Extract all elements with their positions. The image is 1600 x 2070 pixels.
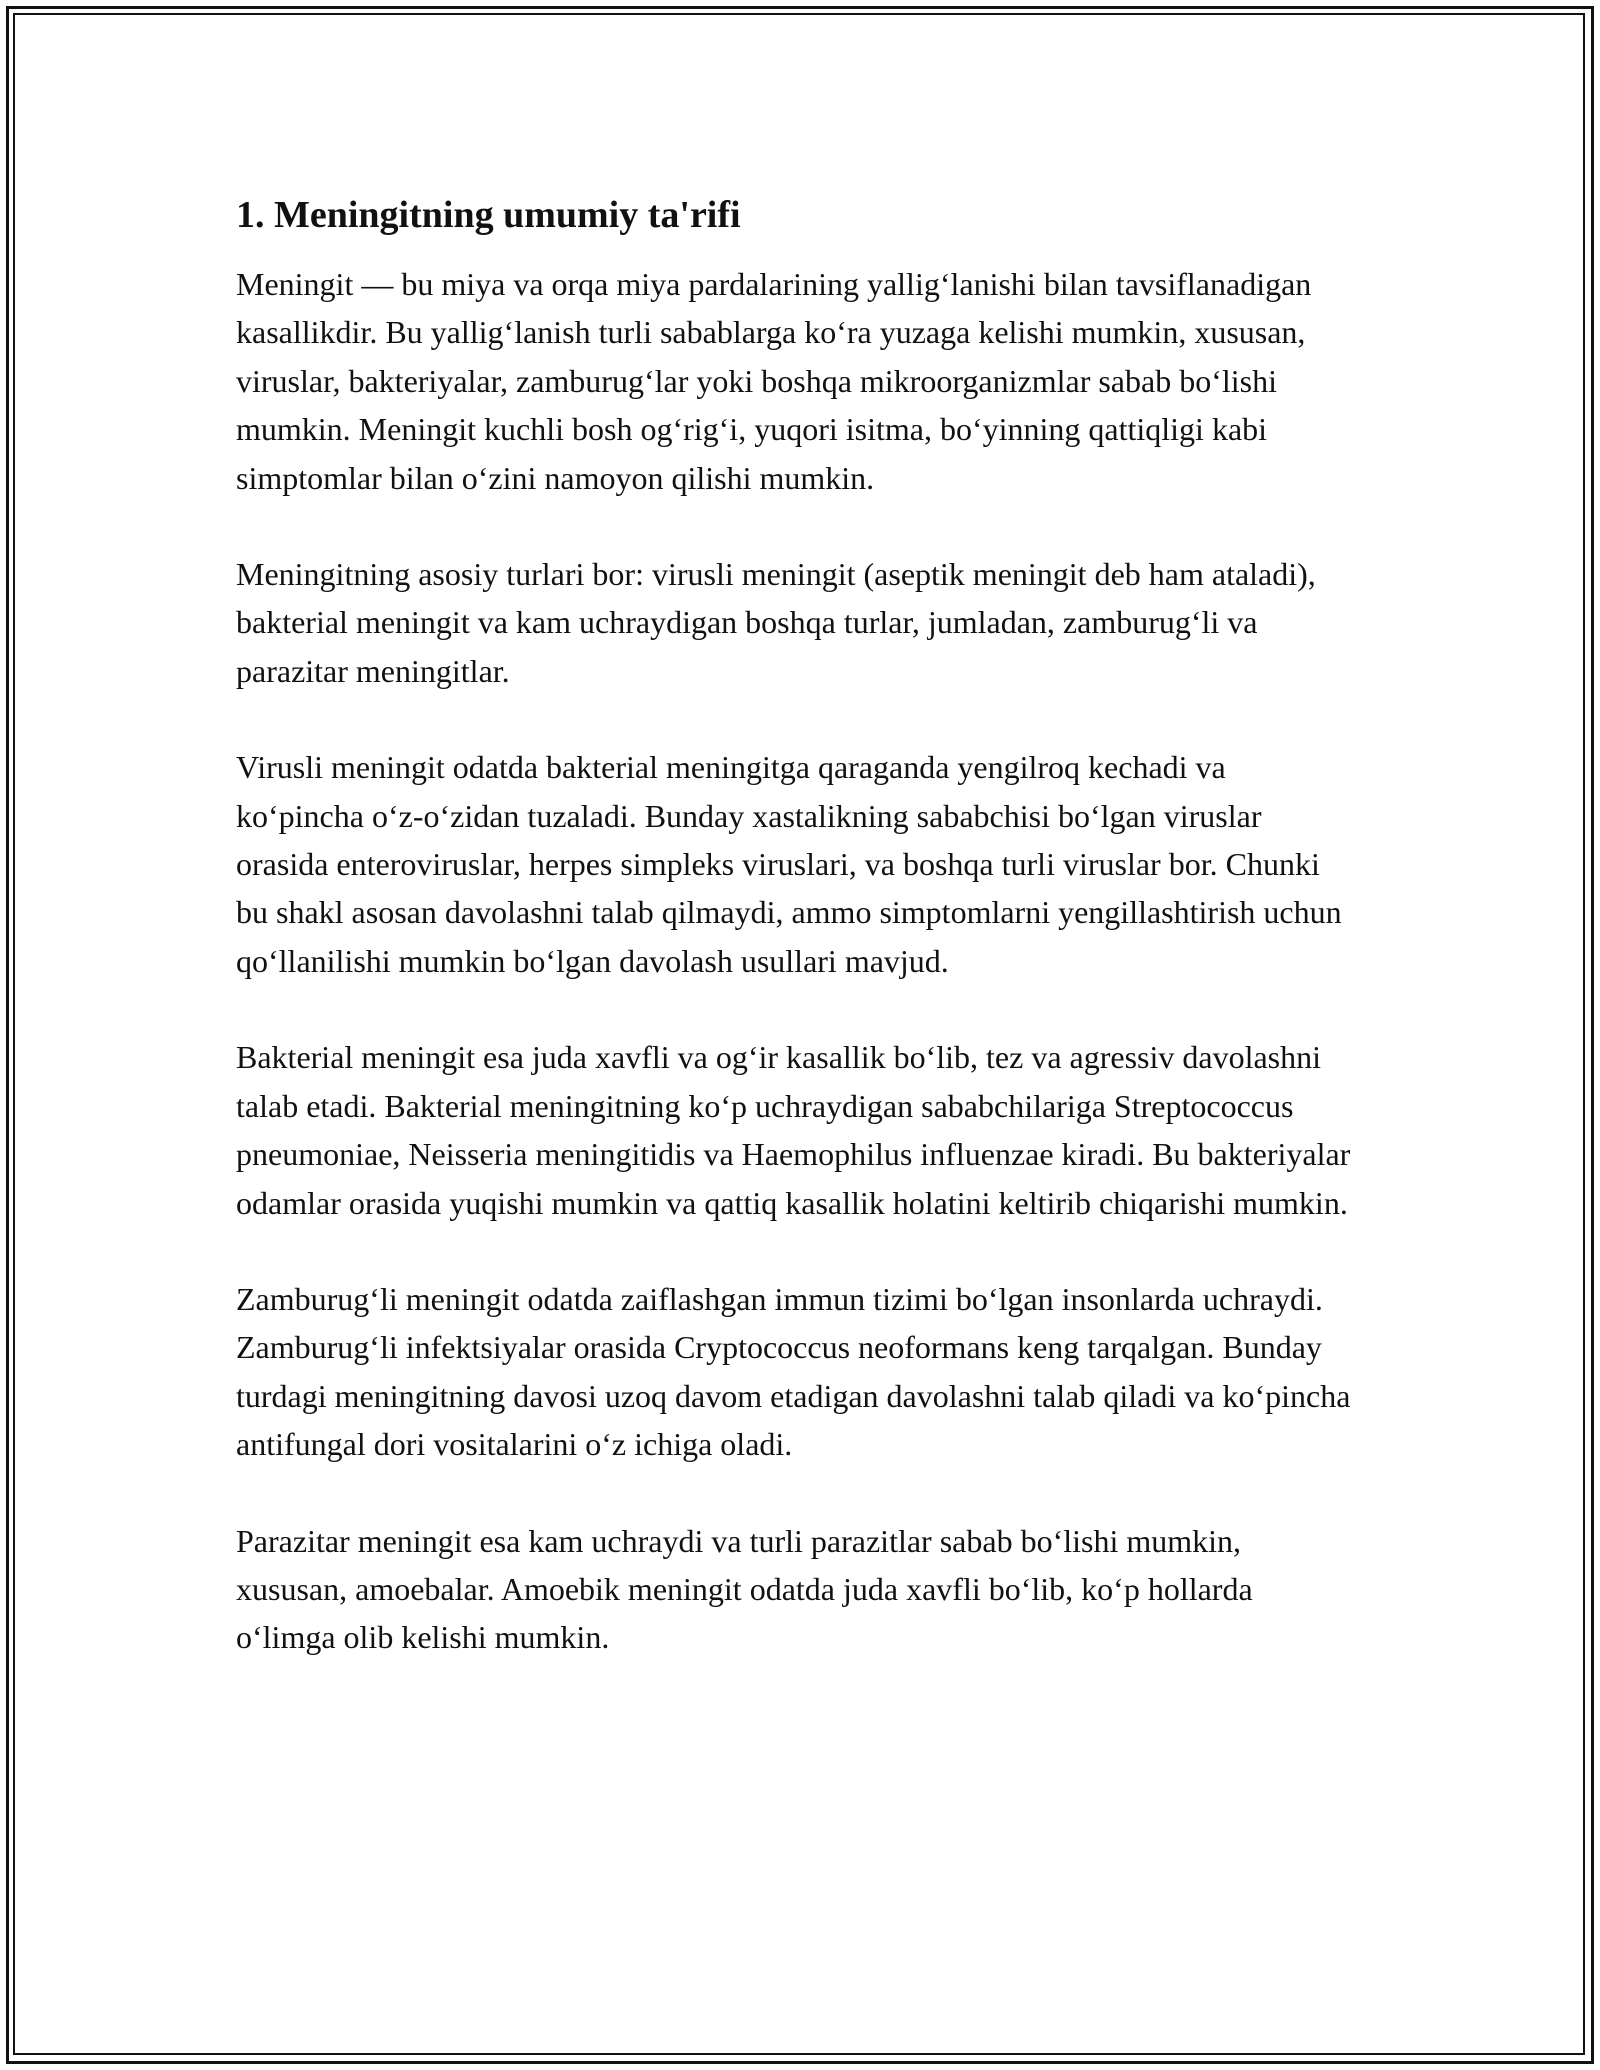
paragraph-types: Meningitning asosiy turlari bor: virusli meningit (aseptik meningit deb ham ataladi), bakterial meningit va kam uchraydigan boshqa turlar, jumladan, zamburug‘li va parazitar meningitlar. <box>236 556 1316 689</box>
paragraph-viral: Virusli meningit odatda bakterial meningitga qaraganda yengilroq kechadi va ko‘pincha o‘z-o‘zidan tuzaladi. Bunday xastalikning sababchisi bo‘lgan viruslar orasida enteroviruslar, herpes simpleks viruslari, va boshqa turli viruslar bor. Chunki bu shakl asosan davolashni talab qilmaydi, ammo simptomlarni yengillashtirish uchun qo‘llanilishi mumkin bo‘lgan davolash usullari mavjud. <box>236 749 1342 979</box>
paragraph-parasitic: Parazitar meningit esa kam uchraydi va turli parazitlar sabab bo‘lishi mumkin, xususan, amoebalar. Amoebik meningit odatda juda xavfli bo‘lib, ko‘p hollarda o‘limga olib kelishi mumkin. <box>236 1522 1253 1656</box>
paragraph-bacterial: Bakterial meningit esa juda xavfli va og‘ir kasallik bo‘lib, tez va agressiv davolashni talab etadi. Bakterial meningitning ko‘p uchraydigan sababchilariga Streptococcus pneumoniae, Neisseria meningitidis va Haemophilus influenzae kiradi. Bu bakteriyalar odamlar orasida yuqishi mumkin va qattiq kasallik holatini keltirib chiqarishi mumkin. <box>236 1039 1351 1221</box>
paragraph-definition: Meningit — bu miya va orqa miya pardalarining yallig‘lanishi bilan tavsiflanadigan kasallikdir. Bu yallig‘lanish turli sabablarga ko‘ra yuzaga kelishi mumkin, xususan, viruslar, bakteriyalar, zamburug‘lar yoki boshqa mikroorganizmlar sabab bo‘lishi mumkin. Meningit kuchli bosh og‘rig‘i, yuqori isitma, bo‘yinning qattiqligi kabi simptomlar bilan o‘zini namoyon qilishi mumkin. <box>236 266 1312 496</box>
paragraph-fungal: Zamburug‘li meningit odatda zaiflashgan immun tizimi bo‘lgan insonlarda uchraydi. Zamburug‘li infektsiyalar orasida Cryptococcus neoformans keng tarqalgan. Bunday turdagi meningitning davosi uzoq davom etadigan davolashni talab qiladi va ko‘pincha antifungal dori vositalarini o‘z ichiga oladi. <box>236 1280 1351 1463</box>
section-heading: 1. Meningitning umumiy ta'rifi <box>236 194 741 236</box>
document-body <box>236 190 1356 1710</box>
